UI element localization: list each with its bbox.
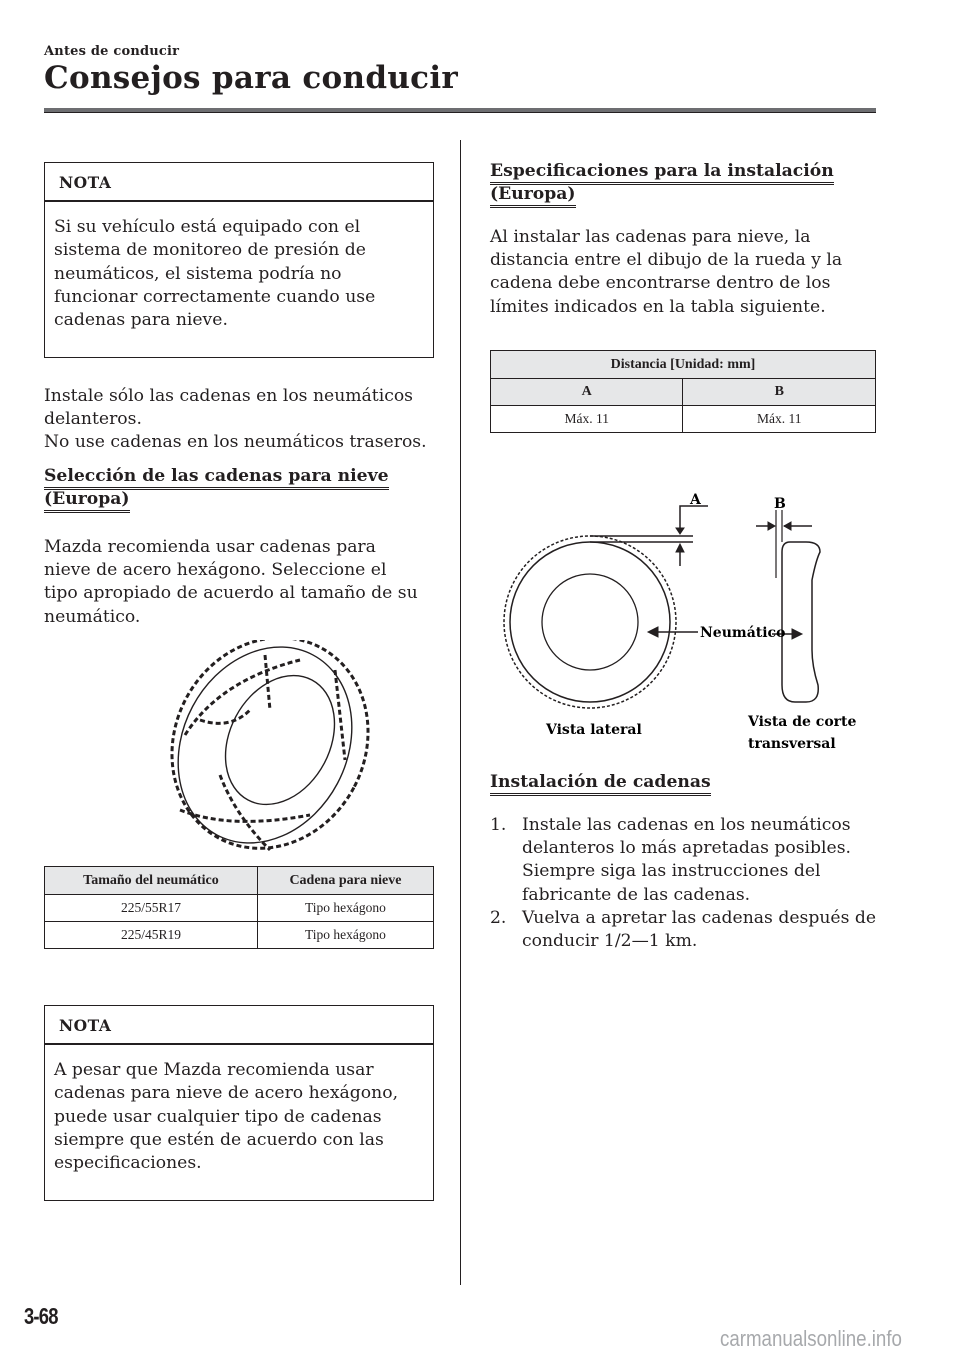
text-line: límites indicados en la tabla siguiente.	[490, 296, 826, 317]
table-cell: Tipo hexágono	[257, 922, 433, 949]
text-line: distancia entre el dibujo de la rueda y la	[490, 250, 843, 271]
section-title: Consejos para conducir	[44, 60, 459, 96]
table-cell: Máx. 11	[491, 406, 683, 433]
note-body	[45, 202, 433, 332]
table-header: Tamaño del neumático	[45, 867, 258, 895]
note-box-tpms	[44, 162, 434, 358]
distance-table	[490, 350, 876, 433]
snow-chain-illustration	[140, 640, 390, 855]
text-line: delanteros.	[44, 409, 142, 430]
text-line: No use cadenas en los neumáticos traseros.	[44, 432, 427, 453]
table-cell: 225/55R17	[45, 895, 258, 922]
table-row	[45, 922, 434, 949]
text-line: delanteros lo más apretadas posibles.	[522, 838, 851, 859]
note-line: puede usar cualquier tipo de cadenas	[54, 1106, 382, 1127]
subheading-line: (Europa)	[44, 489, 130, 513]
list-item	[490, 907, 890, 953]
note-line: Si su vehículo está equipado con el	[54, 217, 361, 237]
table-cell: Tipo hexágono	[257, 895, 433, 922]
tire-clearance-diagram	[490, 470, 870, 770]
table-row	[491, 406, 876, 433]
note-line: sistema de monitoreo de presión de	[54, 240, 366, 261]
table-header: B	[683, 379, 876, 406]
table-cell: Máx. 11	[683, 406, 876, 433]
distance-paragraph	[490, 226, 890, 319]
note-line: especificaciones.	[54, 1153, 202, 1174]
table-cell: 225/45R19	[45, 922, 258, 949]
page-number: 3-68	[24, 1303, 58, 1329]
subheading-line: Especificaciones para la instalación	[490, 161, 834, 185]
text-line: Instale las cadenas en los neumáticos	[522, 815, 851, 835]
installation-steps	[490, 814, 890, 953]
text-line: Vuelva a apretar las cadenas después de	[522, 907, 877, 928]
label-side-view: Vista lateral	[546, 722, 642, 738]
front-tires-paragraph	[44, 385, 444, 455]
note-line: cadenas para nieve de acero hexágono,	[54, 1083, 399, 1104]
header-rule	[44, 108, 876, 113]
step-number: 1.	[490, 815, 507, 835]
note-line: neumáticos, el sistema podría no	[54, 263, 342, 284]
text-line: conducir 1/2—1 km.	[522, 931, 698, 952]
note-body	[45, 1045, 433, 1175]
note-line: A pesar que Mazda recomienda usar	[54, 1060, 374, 1080]
recommendation-paragraph	[44, 536, 444, 629]
table-row	[45, 895, 434, 922]
table-header: Cadena para nieve	[257, 867, 433, 895]
text-line: Mazda recomienda usar cadenas para	[44, 537, 376, 557]
step-number: 2.	[490, 907, 507, 928]
text-line: nieve de acero hexágono. Seleccione el	[44, 560, 387, 581]
subheading-line: (Europa)	[490, 184, 576, 208]
column-divider	[460, 140, 461, 1285]
label-b: B	[774, 496, 786, 512]
text-line: Al instalar las cadenas para nieve, la	[490, 227, 811, 247]
text-line: neumático.	[44, 606, 141, 627]
subheading-line: Instalación de cadenas	[490, 772, 711, 796]
subheading-chain-selection	[44, 465, 444, 511]
note-title: NOTA	[45, 1006, 433, 1045]
label-tire: Neumático	[700, 625, 786, 641]
text-line: fabricante de las cadenas.	[522, 884, 751, 905]
note-line: funcionar correctamente cuando use	[54, 286, 376, 307]
list-item	[490, 814, 890, 907]
text-line: tipo apropiado de acuerdo al tamaño de su	[44, 583, 418, 604]
text-line: Siempre siga las instrucciones del	[522, 861, 821, 882]
subheading-chain-installation	[490, 771, 890, 794]
subheading-line: Selección de las cadenas para nieve	[44, 466, 389, 490]
label-cross-section-1: Vista de corte	[748, 714, 857, 730]
note-title: NOTA	[45, 163, 433, 202]
note-line: cadenas para nieve.	[54, 310, 228, 331]
text-line: Instale sólo las cadenas en los neumáticos	[44, 386, 414, 406]
table-title: Distancia [Unidad: mm]	[491, 351, 876, 379]
label-cross-section-2: transversal	[748, 736, 836, 752]
tire-size-table	[44, 866, 434, 949]
watermark: carmanualsonline.info	[720, 1326, 902, 1351]
subheading-installation-specs	[490, 160, 890, 206]
section-kicker: Antes de conducir	[44, 44, 180, 59]
label-a: A	[690, 492, 701, 508]
note-line: siempre que estén de acuerdo con las	[54, 1129, 384, 1150]
note-box-any-chains	[44, 1005, 434, 1201]
table-header: A	[491, 379, 683, 406]
text-line: cadena debe encontrarse dentro de los	[490, 273, 831, 294]
